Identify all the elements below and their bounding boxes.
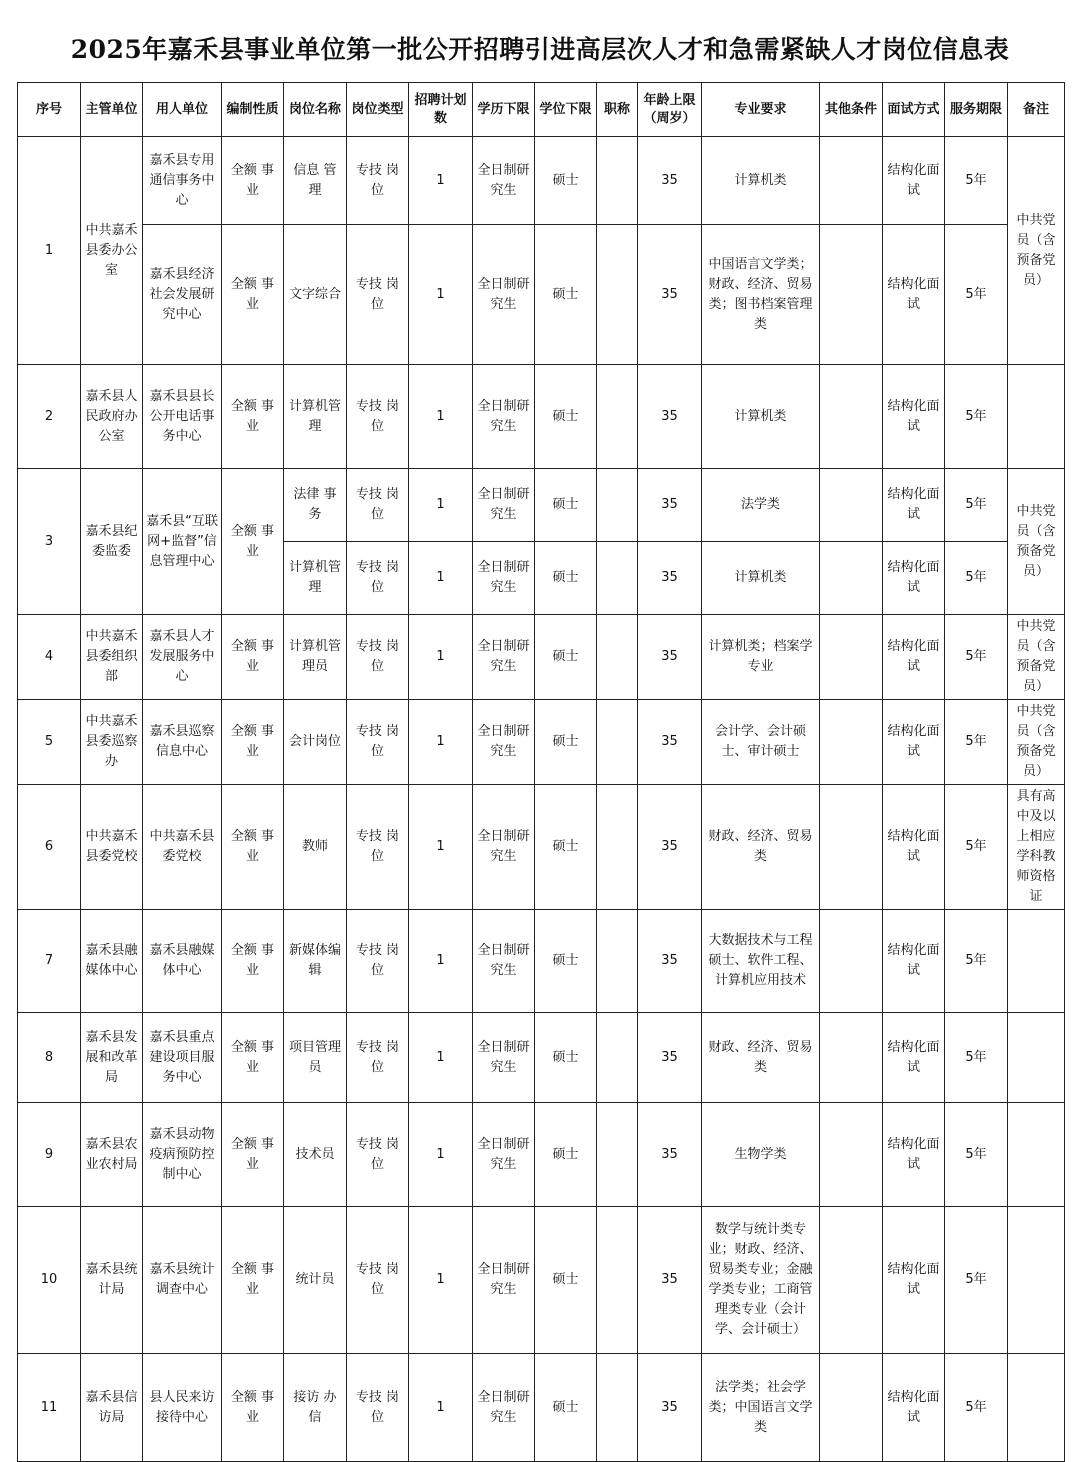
- cell-title: [597, 225, 638, 365]
- cell-no: 11: [18, 1354, 81, 1462]
- cell-major: 计算机类: [702, 137, 820, 225]
- cell-title: [597, 1207, 638, 1354]
- cell-title: [597, 700, 638, 785]
- cell-remark: 中共党员（含预备党员）: [1008, 469, 1065, 615]
- table-row: [18, 700, 1065, 785]
- cell-major: 财政、经济、贸易类: [702, 1013, 820, 1103]
- cell-post: 会计岗位: [284, 700, 347, 785]
- cell-interview: 结构化面试: [883, 1013, 945, 1103]
- cell-interview: 结构化面试: [883, 700, 945, 785]
- cell-num: 1: [409, 1103, 473, 1207]
- cell-term: 5年: [945, 542, 1008, 615]
- cell-other: [820, 785, 883, 910]
- cell-num: 1: [409, 1207, 473, 1354]
- cell-post: 教师: [284, 785, 347, 910]
- cell-interview: 结构化面试: [883, 910, 945, 1013]
- cell-term: 5年: [945, 700, 1008, 785]
- cell-post: 统计员: [284, 1207, 347, 1354]
- cell-term: 5年: [945, 910, 1008, 1013]
- cell-term: 5年: [945, 1207, 1008, 1354]
- cell-type: 专技 岗位: [347, 615, 409, 700]
- cell-edu: 全日制研究生: [473, 910, 535, 1013]
- cell-num: 1: [409, 1354, 473, 1462]
- cell-major: 计算机类；档案学专业: [702, 615, 820, 700]
- cell-unit: 中共嘉禾县委党校: [143, 785, 222, 910]
- cell-term: 5年: [945, 225, 1008, 365]
- cell-no: 4: [18, 615, 81, 700]
- cell-num: 1: [409, 615, 473, 700]
- cell-nature: 全额 事业: [222, 1354, 284, 1462]
- cell-nature: 全额 事业: [222, 225, 284, 365]
- col-header-edu: 学历下限: [473, 83, 535, 137]
- cell-dept: 嘉禾县融媒体中心: [81, 910, 143, 1013]
- col-header-remark: 备注: [1008, 83, 1065, 137]
- col-header-type: 岗位类型: [347, 83, 409, 137]
- cell-num: 1: [409, 469, 473, 542]
- cell-dept: 嘉禾县统计局: [81, 1207, 143, 1354]
- cell-unit: 嘉禾县人才发展服务中心: [143, 615, 222, 700]
- cell-edu: 全日制研究生: [473, 615, 535, 700]
- cell-dept: 中共嘉禾县委巡察办: [81, 700, 143, 785]
- cell-no: 7: [18, 910, 81, 1013]
- cell-unit: 嘉禾县巡察信息中心: [143, 700, 222, 785]
- cell-age: 35: [638, 1207, 702, 1354]
- cell-num: 1: [409, 542, 473, 615]
- cell-term: 5年: [945, 469, 1008, 542]
- cell-title: [597, 137, 638, 225]
- cell-nature: 全额 事业: [222, 615, 284, 700]
- cell-nature: 全额 事业: [222, 1207, 284, 1354]
- cell-age: 35: [638, 469, 702, 542]
- cell-edu: 全日制研究生: [473, 469, 535, 542]
- table-row: [18, 1103, 1065, 1207]
- cell-post: 计算机管理员: [284, 615, 347, 700]
- cell-title: [597, 910, 638, 1013]
- cell-num: 1: [409, 137, 473, 225]
- cell-no: 9: [18, 1103, 81, 1207]
- cell-post: 技术员: [284, 1103, 347, 1207]
- cell-no: 6: [18, 785, 81, 910]
- cell-other: [820, 542, 883, 615]
- table-row: [18, 910, 1065, 1013]
- cell-interview: 结构化面试: [883, 1207, 945, 1354]
- cell-dept: 嘉禾县人民政府办公室: [81, 365, 143, 469]
- cell-interview: 结构化面试: [883, 137, 945, 225]
- cell-other: [820, 469, 883, 542]
- cell-nature: 全额 事业: [222, 700, 284, 785]
- cell-remark: [1008, 1354, 1065, 1462]
- cell-age: 35: [638, 542, 702, 615]
- cell-type: 专技 岗位: [347, 469, 409, 542]
- cell-title: [597, 542, 638, 615]
- cell-degree: 硕士: [535, 1207, 597, 1354]
- cell-unit: 嘉禾县经济社会发展研究中心: [143, 225, 222, 365]
- cell-degree: 硕士: [535, 785, 597, 910]
- cell-major: 财政、经济、贸易类: [702, 785, 820, 910]
- cell-edu: 全日制研究生: [473, 1354, 535, 1462]
- cell-major: 计算机类: [702, 542, 820, 615]
- cell-title: [597, 365, 638, 469]
- cell-nature: 全额 事业: [222, 1103, 284, 1207]
- col-header-title: 职称: [597, 83, 638, 137]
- cell-dept: 嘉禾县信访局: [81, 1354, 143, 1462]
- cell-edu: 全日制研究生: [473, 785, 535, 910]
- cell-title: [597, 1013, 638, 1103]
- cell-no: 8: [18, 1013, 81, 1103]
- cell-edu: 全日制研究生: [473, 1207, 535, 1354]
- cell-edu: 全日制研究生: [473, 365, 535, 469]
- cell-type: 专技 岗位: [347, 1354, 409, 1462]
- cell-age: 35: [638, 700, 702, 785]
- cell-remark: 具有高中及以上相应学科教师资格证: [1008, 785, 1065, 910]
- cell-unit: 嘉禾县统计调查中心: [143, 1207, 222, 1354]
- cell-age: 35: [638, 615, 702, 700]
- cell-remark: [1008, 365, 1065, 469]
- cell-no: 1: [18, 137, 81, 365]
- cell-interview: 结构化面试: [883, 1354, 945, 1462]
- cell-degree: 硕士: [535, 700, 597, 785]
- cell-remark: 中共党员（含预备党员）: [1008, 137, 1065, 365]
- cell-dept: 嘉禾县发展和改革局: [81, 1013, 143, 1103]
- col-header-dept: 主管单位: [81, 83, 143, 137]
- cell-nature: 全额 事业: [222, 137, 284, 225]
- cell-title: [597, 615, 638, 700]
- cell-post: 计算机管理: [284, 365, 347, 469]
- cell-unit: 嘉禾县“互联网+监督”信息管理中心: [143, 469, 222, 615]
- col-header-unit: 用人单位: [143, 83, 222, 137]
- cell-other: [820, 137, 883, 225]
- cell-interview: 结构化面试: [883, 365, 945, 469]
- table-row: [18, 1207, 1065, 1354]
- cell-unit: 县人民来访接待中心: [143, 1354, 222, 1462]
- col-header-interview: 面试方式: [883, 83, 945, 137]
- cell-other: [820, 225, 883, 365]
- cell-degree: 硕士: [535, 910, 597, 1013]
- cell-dept: 中共嘉禾县委组织部: [81, 615, 143, 700]
- cell-remark: 中共党员（含预备党员）: [1008, 700, 1065, 785]
- cell-term: 5年: [945, 365, 1008, 469]
- cell-post: 信息 管理: [284, 137, 347, 225]
- cell-major: 生物学类: [702, 1103, 820, 1207]
- cell-other: [820, 700, 883, 785]
- cell-title: [597, 1354, 638, 1462]
- cell-degree: 硕士: [535, 137, 597, 225]
- cell-major: 计算机类: [702, 365, 820, 469]
- cell-unit: 嘉禾县县长公开电话事务中心: [143, 365, 222, 469]
- header-row: [18, 83, 1065, 137]
- cell-nature: 全额 事业: [222, 469, 284, 615]
- table-row: [18, 1354, 1065, 1462]
- cell-unit: 嘉禾县重点建设项目服务中心: [143, 1013, 222, 1103]
- cell-interview: 结构化面试: [883, 785, 945, 910]
- cell-type: 专技 岗位: [347, 910, 409, 1013]
- cell-age: 35: [638, 1354, 702, 1462]
- cell-nature: 全额 事业: [222, 785, 284, 910]
- table-row: [18, 785, 1065, 910]
- cell-no: 10: [18, 1207, 81, 1354]
- cell-nature: 全额 事业: [222, 910, 284, 1013]
- cell-dept: 嘉禾县农业农村局: [81, 1103, 143, 1207]
- cell-title: [597, 785, 638, 910]
- cell-post: 项目管理员: [284, 1013, 347, 1103]
- cell-other: [820, 1103, 883, 1207]
- cell-term: 5年: [945, 1013, 1008, 1103]
- cell-major: 中国语言文学类；财政、经济、贸易类；图书档案管理类: [702, 225, 820, 365]
- cell-age: 35: [638, 365, 702, 469]
- cell-unit: 嘉禾县融媒体中心: [143, 910, 222, 1013]
- cell-edu: 全日制研究生: [473, 700, 535, 785]
- cell-term: 5年: [945, 137, 1008, 225]
- cell-edu: 全日制研究生: [473, 225, 535, 365]
- col-header-num: 招聘计划数: [409, 83, 473, 137]
- cell-interview: 结构化面试: [883, 615, 945, 700]
- cell-degree: 硕士: [535, 615, 597, 700]
- cell-type: 专技 岗位: [347, 785, 409, 910]
- cell-age: 35: [638, 1103, 702, 1207]
- cell-dept: 嘉禾县纪委监委: [81, 469, 143, 615]
- cell-degree: 硕士: [535, 1103, 597, 1207]
- cell-age: 35: [638, 785, 702, 910]
- col-header-no: 序号: [18, 83, 81, 137]
- cell-other: [820, 1354, 883, 1462]
- table-row: [18, 365, 1065, 469]
- cell-other: [820, 615, 883, 700]
- col-header-term: 服务期限: [945, 83, 1008, 137]
- cell-type: 专技 岗位: [347, 365, 409, 469]
- cell-term: 5年: [945, 1103, 1008, 1207]
- col-header-post: 岗位名称: [284, 83, 347, 137]
- cell-type: 专技 岗位: [347, 1103, 409, 1207]
- table-row: [18, 469, 1065, 542]
- cell-interview: 结构化面试: [883, 1103, 945, 1207]
- cell-age: 35: [638, 137, 702, 225]
- cell-dept: 中共嘉禾县委党校: [81, 785, 143, 910]
- cell-major: 大数据技术与工程硕士、软件工程、计算机应用技术: [702, 910, 820, 1013]
- col-header-age: 年龄上限（周岁）: [638, 83, 702, 137]
- cell-term: 5年: [945, 615, 1008, 700]
- cell-post: 文字综合: [284, 225, 347, 365]
- cell-num: 1: [409, 910, 473, 1013]
- cell-degree: 硕士: [535, 225, 597, 365]
- cell-age: 35: [638, 1013, 702, 1103]
- cell-type: 专技 岗位: [347, 1013, 409, 1103]
- cell-edu: 全日制研究生: [473, 137, 535, 225]
- cell-degree: 硕士: [535, 1013, 597, 1103]
- cell-no: 5: [18, 700, 81, 785]
- cell-remark: [1008, 1103, 1065, 1207]
- cell-remark: 中共党员（含预备党员）: [1008, 615, 1065, 700]
- cell-type: 专技 岗位: [347, 137, 409, 225]
- cell-other: [820, 365, 883, 469]
- cell-post: 新媒体编辑: [284, 910, 347, 1013]
- positions-table: [17, 82, 1065, 1462]
- cell-title: [597, 1103, 638, 1207]
- cell-post: 法律 事务: [284, 469, 347, 542]
- cell-no: 2: [18, 365, 81, 469]
- cell-major: 数学与统计类专业；财政、经济、贸易类专业；金融学类专业；工商管理类专业（会计学、会计硕士）: [702, 1207, 820, 1354]
- cell-interview: 结构化面试: [883, 225, 945, 365]
- cell-post: 接访 办信: [284, 1354, 347, 1462]
- cell-age: 35: [638, 910, 702, 1013]
- cell-no: 3: [18, 469, 81, 615]
- cell-age: 35: [638, 225, 702, 365]
- col-header-degree: 学位下限: [535, 83, 597, 137]
- cell-post: 计算机管理: [284, 542, 347, 615]
- cell-edu: 全日制研究生: [473, 542, 535, 615]
- cell-type: 专技 岗位: [347, 700, 409, 785]
- cell-remark: [1008, 1207, 1065, 1354]
- cell-other: [820, 1207, 883, 1354]
- cell-other: [820, 910, 883, 1013]
- cell-degree: 硕士: [535, 365, 597, 469]
- cell-degree: 硕士: [535, 1354, 597, 1462]
- cell-nature: 全额 事业: [222, 365, 284, 469]
- table-row: [18, 137, 1065, 225]
- col-header-major: 专业要求: [702, 83, 820, 137]
- cell-edu: 全日制研究生: [473, 1103, 535, 1207]
- cell-other: [820, 1013, 883, 1103]
- cell-unit: 嘉禾县专用通信事务中心: [143, 137, 222, 225]
- cell-type: 专技 岗位: [347, 225, 409, 365]
- cell-interview: 结构化面试: [883, 469, 945, 542]
- cell-major: 法学类: [702, 469, 820, 542]
- cell-interview: 结构化面试: [883, 542, 945, 615]
- cell-num: 1: [409, 365, 473, 469]
- cell-num: 1: [409, 785, 473, 910]
- cell-unit: 嘉禾县动物疫病预防控制中心: [143, 1103, 222, 1207]
- cell-type: 专技 岗位: [347, 1207, 409, 1354]
- cell-num: 1: [409, 700, 473, 785]
- cell-major: 会计学、会计硕士、审计硕士: [702, 700, 820, 785]
- cell-type: 专技 岗位: [347, 542, 409, 615]
- table-row: [18, 1013, 1065, 1103]
- page-title: 2025年嘉禾县事业单位第一批公开招聘引进高层次人才和急需紧缺人才岗位信息表: [70, 35, 1010, 64]
- cell-edu: 全日制研究生: [473, 1013, 535, 1103]
- col-header-other: 其他条件: [820, 83, 883, 137]
- cell-degree: 硕士: [535, 469, 597, 542]
- table-row: [18, 225, 1065, 365]
- cell-remark: [1008, 1013, 1065, 1103]
- cell-term: 5年: [945, 1354, 1008, 1462]
- table-row: [18, 615, 1065, 700]
- cell-dept: 中共嘉禾县委办公室: [81, 137, 143, 365]
- cell-remark: [1008, 910, 1065, 1013]
- cell-term: 5年: [945, 785, 1008, 910]
- cell-major: 法学类；社会学类；中国语言文学类: [702, 1354, 820, 1462]
- cell-title: [597, 469, 638, 542]
- cell-degree: 硕士: [535, 542, 597, 615]
- cell-nature: 全额 事业: [222, 1013, 284, 1103]
- cell-num: 1: [409, 1013, 473, 1103]
- col-header-nature: 编制性质: [222, 83, 284, 137]
- cell-num: 1: [409, 225, 473, 365]
